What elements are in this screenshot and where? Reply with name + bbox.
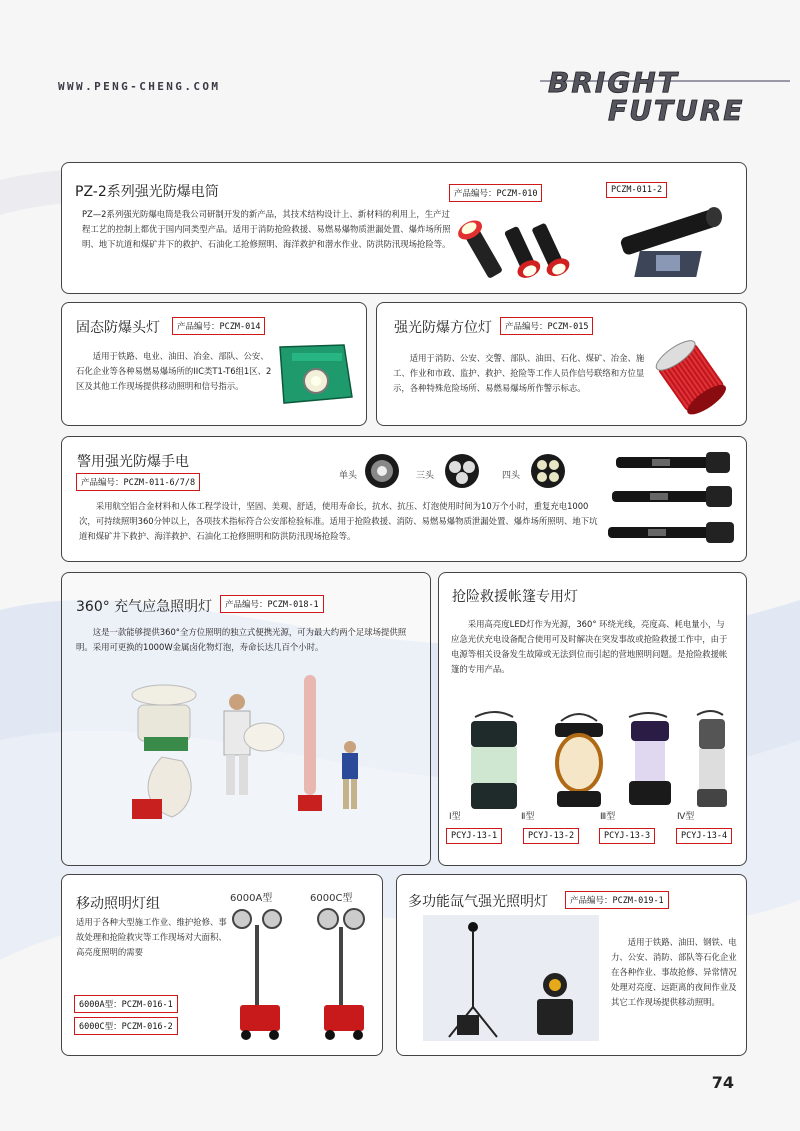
mobile-6000c-code: 6000C型：PCZM-016-2	[74, 1017, 178, 1035]
tent-lamp-description: 采用高亮度LED灯作为光源，360° 环绕光线，亮度高、耗电量小，与应急光伏充电设备配合使用可及时解决在突发事故或抢险救援工作中，由于电源等相关设备发生故障或无法到位而引起的营地照明问题。是抢险救援帐篷的专用产品。	[451, 619, 728, 674]
green-head-lamp-image	[270, 339, 360, 409]
solid-lamp-description: 适用于铁路、电业、油田、冶金、部队、公安、石化企业等各种易燃易爆场所的IIC类T1-T6组1区、2区及其他工作现场提供移动照明和信号指示。	[76, 351, 272, 391]
mobile-lighting-description: 适用于各种大型施工作业、维护抢修、事故处理和抢险救灾等工作现场对大面积、高亮度照明的需要	[76, 917, 227, 957]
panel-mobile-lighting	[61, 874, 383, 1056]
mobile-6000a-code: 6000A型：PCZM-016-1	[74, 995, 178, 1013]
panel-360-inflatable-lamp	[61, 572, 431, 866]
direction-lamp-title: 强光防爆方位灯	[394, 320, 492, 336]
solid-lamp-product-code: 产品编号：PCZM-014	[172, 317, 265, 335]
panel-solid-head-lamp	[61, 302, 367, 426]
red-flashlights-image	[458, 205, 588, 281]
model-6000a-label: 6000A型	[230, 893, 273, 904]
single-head-label: 单头	[339, 471, 358, 481]
solid-lamp-title: 固态防爆头灯	[76, 320, 160, 336]
bright-future-logo	[540, 62, 790, 132]
page-number: 74	[711, 1073, 734, 1092]
tent-lanterns-image	[449, 711, 739, 831]
quad-head-label: 四头	[502, 471, 521, 481]
police-flashlight-title: 警用强光防爆手电	[77, 454, 189, 470]
police-flashlight-product-code: 产品编号：PCZM-011-6/7/8	[76, 473, 200, 491]
inflatable-lamp-product-code: 产品编号：PCZM-018-1	[220, 595, 324, 613]
pz2-product-code: 产品编号：PCZM-010	[449, 184, 542, 202]
website-url: WWW.PENG-CHENG.COM	[58, 80, 221, 93]
model-6000c-label: 6000C型	[310, 893, 353, 904]
mobile-lighting-title: 移动照明灯组	[76, 896, 160, 912]
triple-head-label: 三头	[416, 471, 435, 481]
tent-lamp-code-4: PCYJ-13-4	[676, 828, 732, 844]
single-head-lens-image	[362, 451, 402, 491]
type-4-label: Ⅳ型	[677, 812, 695, 822]
panel-direction-lamp	[376, 302, 747, 426]
panel-tent-lamp	[438, 572, 747, 866]
triple-head-lens-image	[442, 451, 482, 491]
type-2-label: Ⅱ型	[521, 812, 535, 822]
inflatable-lamp-description: 这是一款能够提供360°全方位照明的独立式便携光源，可为最大约两个足球场提供照明。采用可更换的1000W金属卤化物灯泡，寿命长达几百个小时。	[76, 627, 407, 652]
pz2-product-code-2: PCZM-011-2	[606, 182, 667, 198]
panel-police-flashlight	[61, 436, 747, 562]
tent-lamp-code-1: PCYJ-13-1	[446, 828, 502, 844]
lighting-tower-generators-image	[230, 905, 380, 1050]
pz2-title: PZ-2系列强光防爆电筒	[75, 184, 219, 200]
black-flashlight-with-box-image	[610, 203, 730, 283]
svg-text:BRIGHT: BRIGHT	[548, 66, 679, 99]
type-3-label: Ⅲ型	[600, 812, 616, 822]
tent-lamp-title: 抢险救援帐篷专用灯	[452, 589, 578, 605]
red-direction-lamp-image	[653, 335, 733, 415]
panel-xenon-lamp	[396, 874, 747, 1056]
xenon-lamp-description: 适用于铁路、油田、钢铁、电力、公安、消防、部队等石化企业在各种作业、事故抢修、异常情况处理对亮度、远距离的夜间作业及其它工作现场提供移动照明。	[611, 937, 737, 1007]
police-flashlights-image	[602, 443, 742, 553]
police-flashlight-description: 采用航空铝合金材料和人体工程学设计，坚固、美观、舒适，使用寿命长，抗水、抗压、灯泡使用时间为10万个小时，重复充电1000次，可持续照明360分钟以上，各项技术指标符合公安部检验标准。适用于抢险救援、消防、易燃易爆物质泄漏处置、爆炸场所照明、地下坑道和煤矿井下救护、海洋救护、石油化工抢修照明和防洪防汛现场抢险等。	[79, 501, 598, 541]
type-1-label: Ⅰ型	[449, 812, 461, 822]
direction-lamp-description: 适用于消防、公安、交警、部队、油田、石化、煤矿、冶金、施工、作业和市政、监护、救护、抢险等工作人员作信号联络和方位显示，各种特殊危险场所、易燃易爆场所作警示标志。	[393, 353, 645, 393]
xenon-lamp-product-code: 产品编号：PCZM-019-1	[565, 891, 669, 909]
xenon-lamp-tripod-image	[423, 915, 599, 1041]
xenon-lamp-title: 多功能氙气强光照明灯	[408, 894, 548, 910]
panel-pz2-flashlight	[61, 162, 747, 294]
pz2-description: PZ—2系列强光防爆电筒是我公司研制开发的新产品，其技术结构设计上、新材料的利用上，生产过程工艺的控制上都优于国内同类型产品。适用于消防抢险救援、易燃易爆物质泄漏处置、爆炸场所照明、地下坑道和煤矿井下的救护、石油化工抢修照明、海洋救护和潜水作业、防洪防汛现场抢险等。	[82, 209, 451, 249]
inflatable-lamps-with-people-image	[122, 677, 422, 847]
tent-lamp-code-3: PCYJ-13-3	[599, 828, 655, 844]
svg-text:FUTURE: FUTURE	[608, 94, 745, 127]
direction-lamp-product-code: 产品编号：PCZM-015	[500, 317, 593, 335]
inflatable-lamp-title: 360° 充气应急照明灯	[76, 599, 213, 615]
tent-lamp-code-2: PCYJ-13-2	[523, 828, 579, 844]
quad-head-lens-image	[528, 451, 568, 491]
